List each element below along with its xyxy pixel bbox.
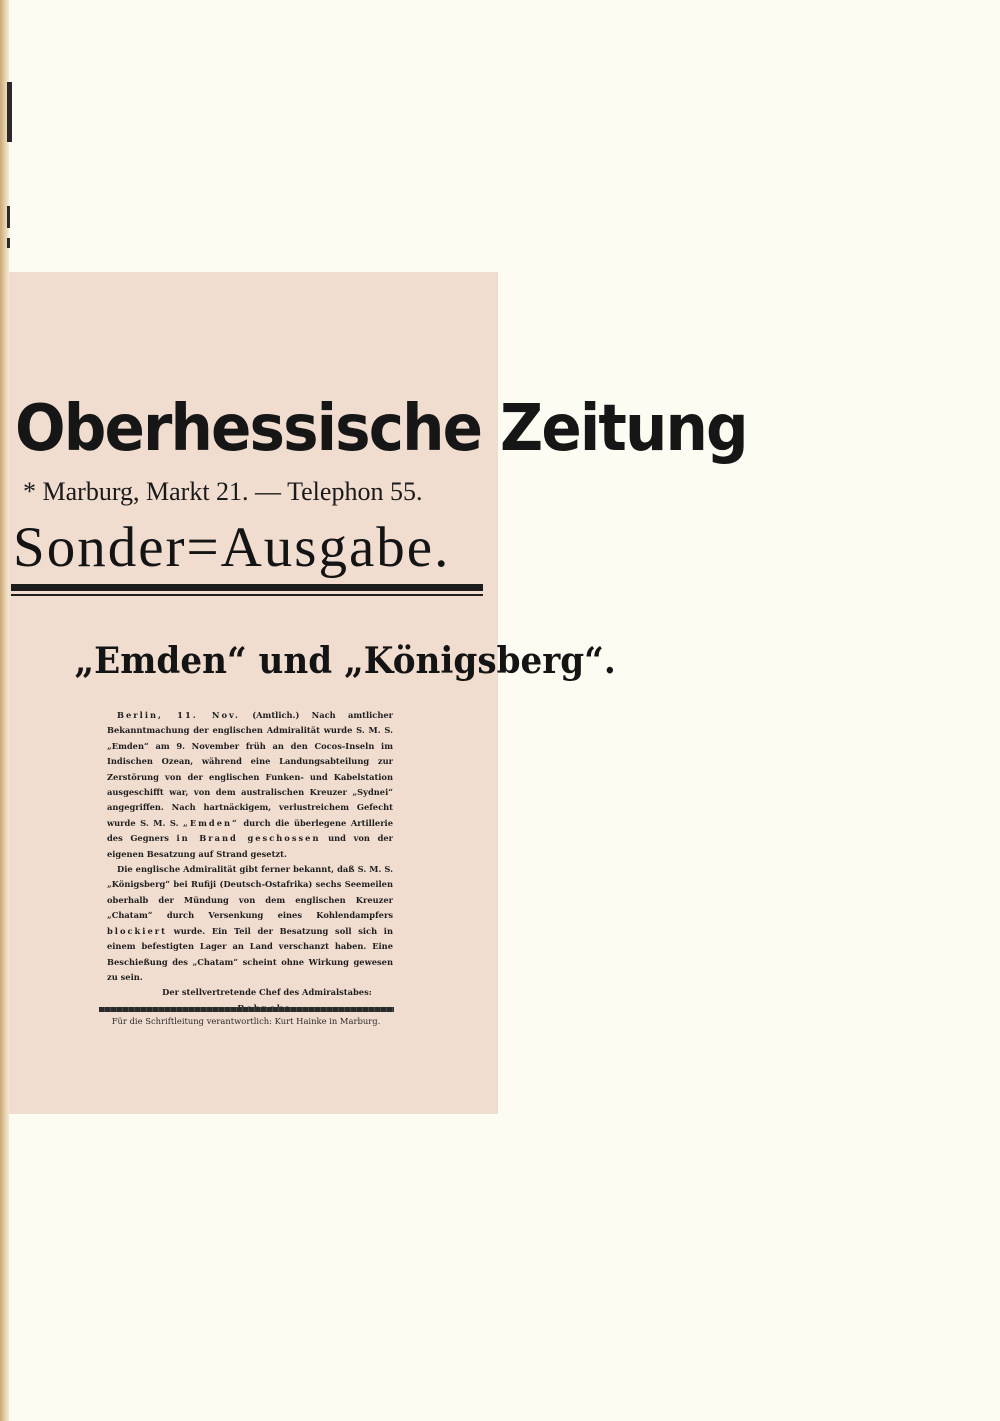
ship-name: „Emden“ xyxy=(183,817,239,828)
masthead-title: Oberhessische Zeitung xyxy=(15,392,747,466)
article-text: Die englische Admiralität gibt ferner bekannt, daß S. M. S. „Königsberg“ bei Rufiji (Deutsch-Ostafrika) sechs Seemeilen oberhalb der Mündung von dem englischen Kreuzer „Chatam“ durch Versenkung eines Kohlendampfers xyxy=(107,864,393,921)
imprint-line: Für die Schriftleitung verantwortlich: Kurt Hainke in Marburg. xyxy=(111,1016,381,1026)
emphasized-text: in Brand geschossen xyxy=(176,833,321,844)
emphasized-text: blockiert xyxy=(107,925,167,936)
article-text: wurde. Ein Teil der Besatzung soll sich in einem befestigten Lager an Land verschanzt haben. Eine Beschießung des „Chatam“ scheint ohne Wirkung gewesen zu sein. xyxy=(107,925,393,982)
article-headline: „Emden“ und „Königsberg“. xyxy=(74,640,616,682)
divider-thin xyxy=(11,594,483,596)
divider-thick xyxy=(11,584,483,591)
article-text: (Amtlich.) Nach amtlicher Bekanntmachung der englischen Admiralität wurde S. M. S. „Emden“ am 9. November früh an den Cocos-Inseln im Indischen Ozean, während eine Landungsabteilung zur Zerstörung von der englischen Funken- und Kabelstation ausgeschifft war, von dem australischen Kreuzer „Sydnei“ angegriffen. Nach hartnäckigem, verlustreichem Gefecht wurde S. M. S. xyxy=(107,710,394,828)
edition-title: Sonder=Ausgabe. xyxy=(13,516,451,579)
article-text: durch die überlegene Artillerie des Gegners xyxy=(107,817,393,844)
article-paragraph xyxy=(107,862,393,985)
newspaper-sheet xyxy=(9,272,747,1114)
binding-mark xyxy=(7,82,12,142)
binding-mark xyxy=(7,206,10,228)
signature-title: Der stellvertretende Chef des Admiralstabes: xyxy=(162,987,372,998)
article-paragraph xyxy=(107,708,393,862)
article-body xyxy=(107,708,393,1016)
binding-mark xyxy=(7,238,10,248)
address-line: * Marburg, Markt 21. — Telephon 55. xyxy=(23,477,423,506)
divider-bottom xyxy=(99,1007,394,1012)
article-dateline: Berlin, 11. Nov. xyxy=(117,710,240,720)
article-text: und von der eigenen Besatzung auf Strand gesetzt. xyxy=(107,833,394,859)
